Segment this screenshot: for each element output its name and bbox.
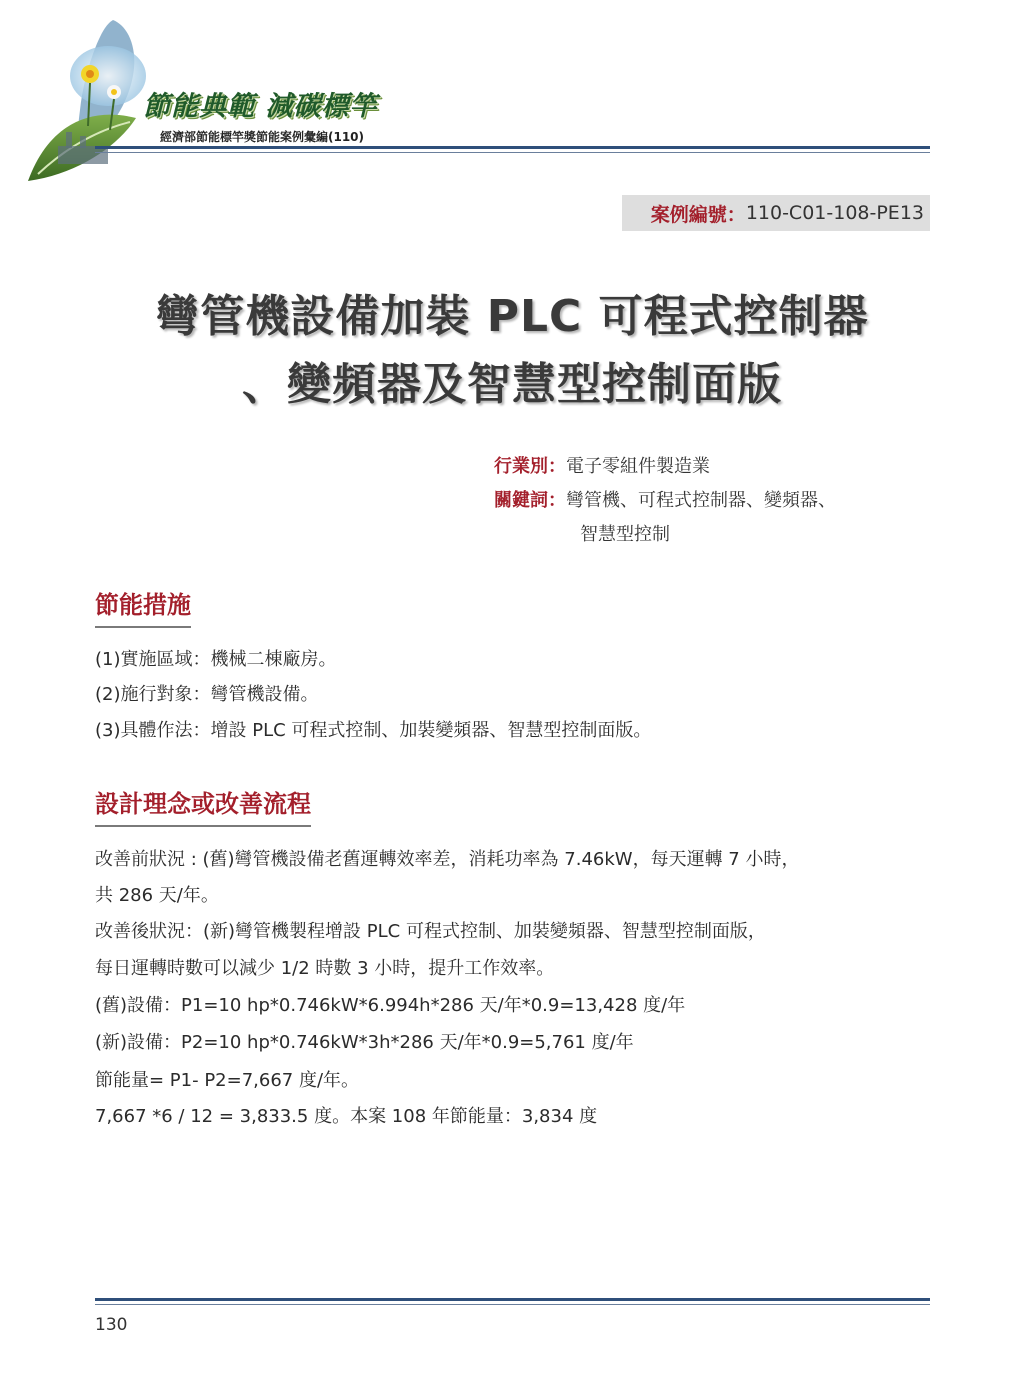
design-paragraph-line: (新)設備：P2=10 hp*0.746kW*3h*286 天/年*0.9=5,761 度/年 — [95, 1032, 634, 1053]
measure-item: (3)具體作法：增設 PLC 可程式控制、加裝變頻器、智慧型控制面版。 — [95, 720, 652, 741]
industry-value: 電子零組件製造業 — [566, 456, 710, 477]
header-rule — [95, 146, 930, 149]
section-heading-text: 節能措施 — [95, 591, 191, 619]
design-paragraph-line: 節能量= P1- P2=7,667 度/年。 — [95, 1070, 360, 1091]
case-number-label: 案例編號： — [650, 203, 746, 226]
case-number — [622, 195, 930, 231]
industry-label: 行業別： — [494, 456, 566, 477]
footer-rule — [95, 1298, 930, 1301]
keywords-row — [494, 486, 836, 512]
section-underline — [95, 825, 311, 827]
page-title-line-1: 彎管機設備加裝 PLC 可程式控制器 — [155, 291, 869, 342]
measure-item: (2)施行對象：彎管機設備。 — [95, 684, 319, 705]
page-number: 130 — [95, 1315, 128, 1335]
section-underline — [95, 626, 191, 628]
keywords-value-line-1: 彎管機、可程式控制器、變頻器、 — [566, 490, 836, 511]
footer-rule-thin — [95, 1304, 930, 1305]
measure-item: (1)實施區域：機械二棟廠房。 — [95, 649, 337, 670]
header-rule-thin — [95, 152, 930, 153]
design-paragraph-line: 7,667 *6 / 12 = 3,833.5 度。本案 108 年節能量：3,834 度 — [95, 1106, 598, 1127]
section-heading-design — [95, 784, 311, 819]
brand-title: 節能典範 減碳標竿 — [143, 91, 378, 122]
case-number-value: 110-C01-108-PE13 — [745, 202, 924, 224]
keywords-value-line-2: 智慧型控制 — [580, 524, 670, 545]
keywords-label: 關鍵詞： — [494, 490, 566, 511]
industry-row — [494, 452, 710, 478]
section-heading-text: 設計理念或改善流程 — [95, 790, 311, 818]
page-title-line-2: 、變頻器及智慧型控制面版 — [242, 359, 782, 410]
design-paragraph-line: 改善後狀況：(新)彎管機製程增設 PLC 可程式控制、加裝變頻器、智慧型控制面版， — [95, 921, 766, 942]
design-paragraph-line: (舊)設備：P1=10 hp*0.746kW*6.994h*286 天/年*0.9=13,428 度/年 — [95, 995, 686, 1016]
brand-subtitle: 經濟部節能標竿獎節能案例彙編(110) — [160, 130, 365, 144]
design-paragraph-line: 改善前狀況 : (舊)彎管機設備老舊運轉效率差，消耗功率為 7.46kW，每天運轉 7 小時， — [95, 849, 800, 870]
design-paragraph-line: 共 286 天/年。 — [95, 885, 219, 906]
section-heading-measures — [95, 585, 191, 620]
design-paragraph-line: 每日運轉時數可以減少 1/2 時數 3 小時，提升工作效率。 — [95, 958, 555, 979]
